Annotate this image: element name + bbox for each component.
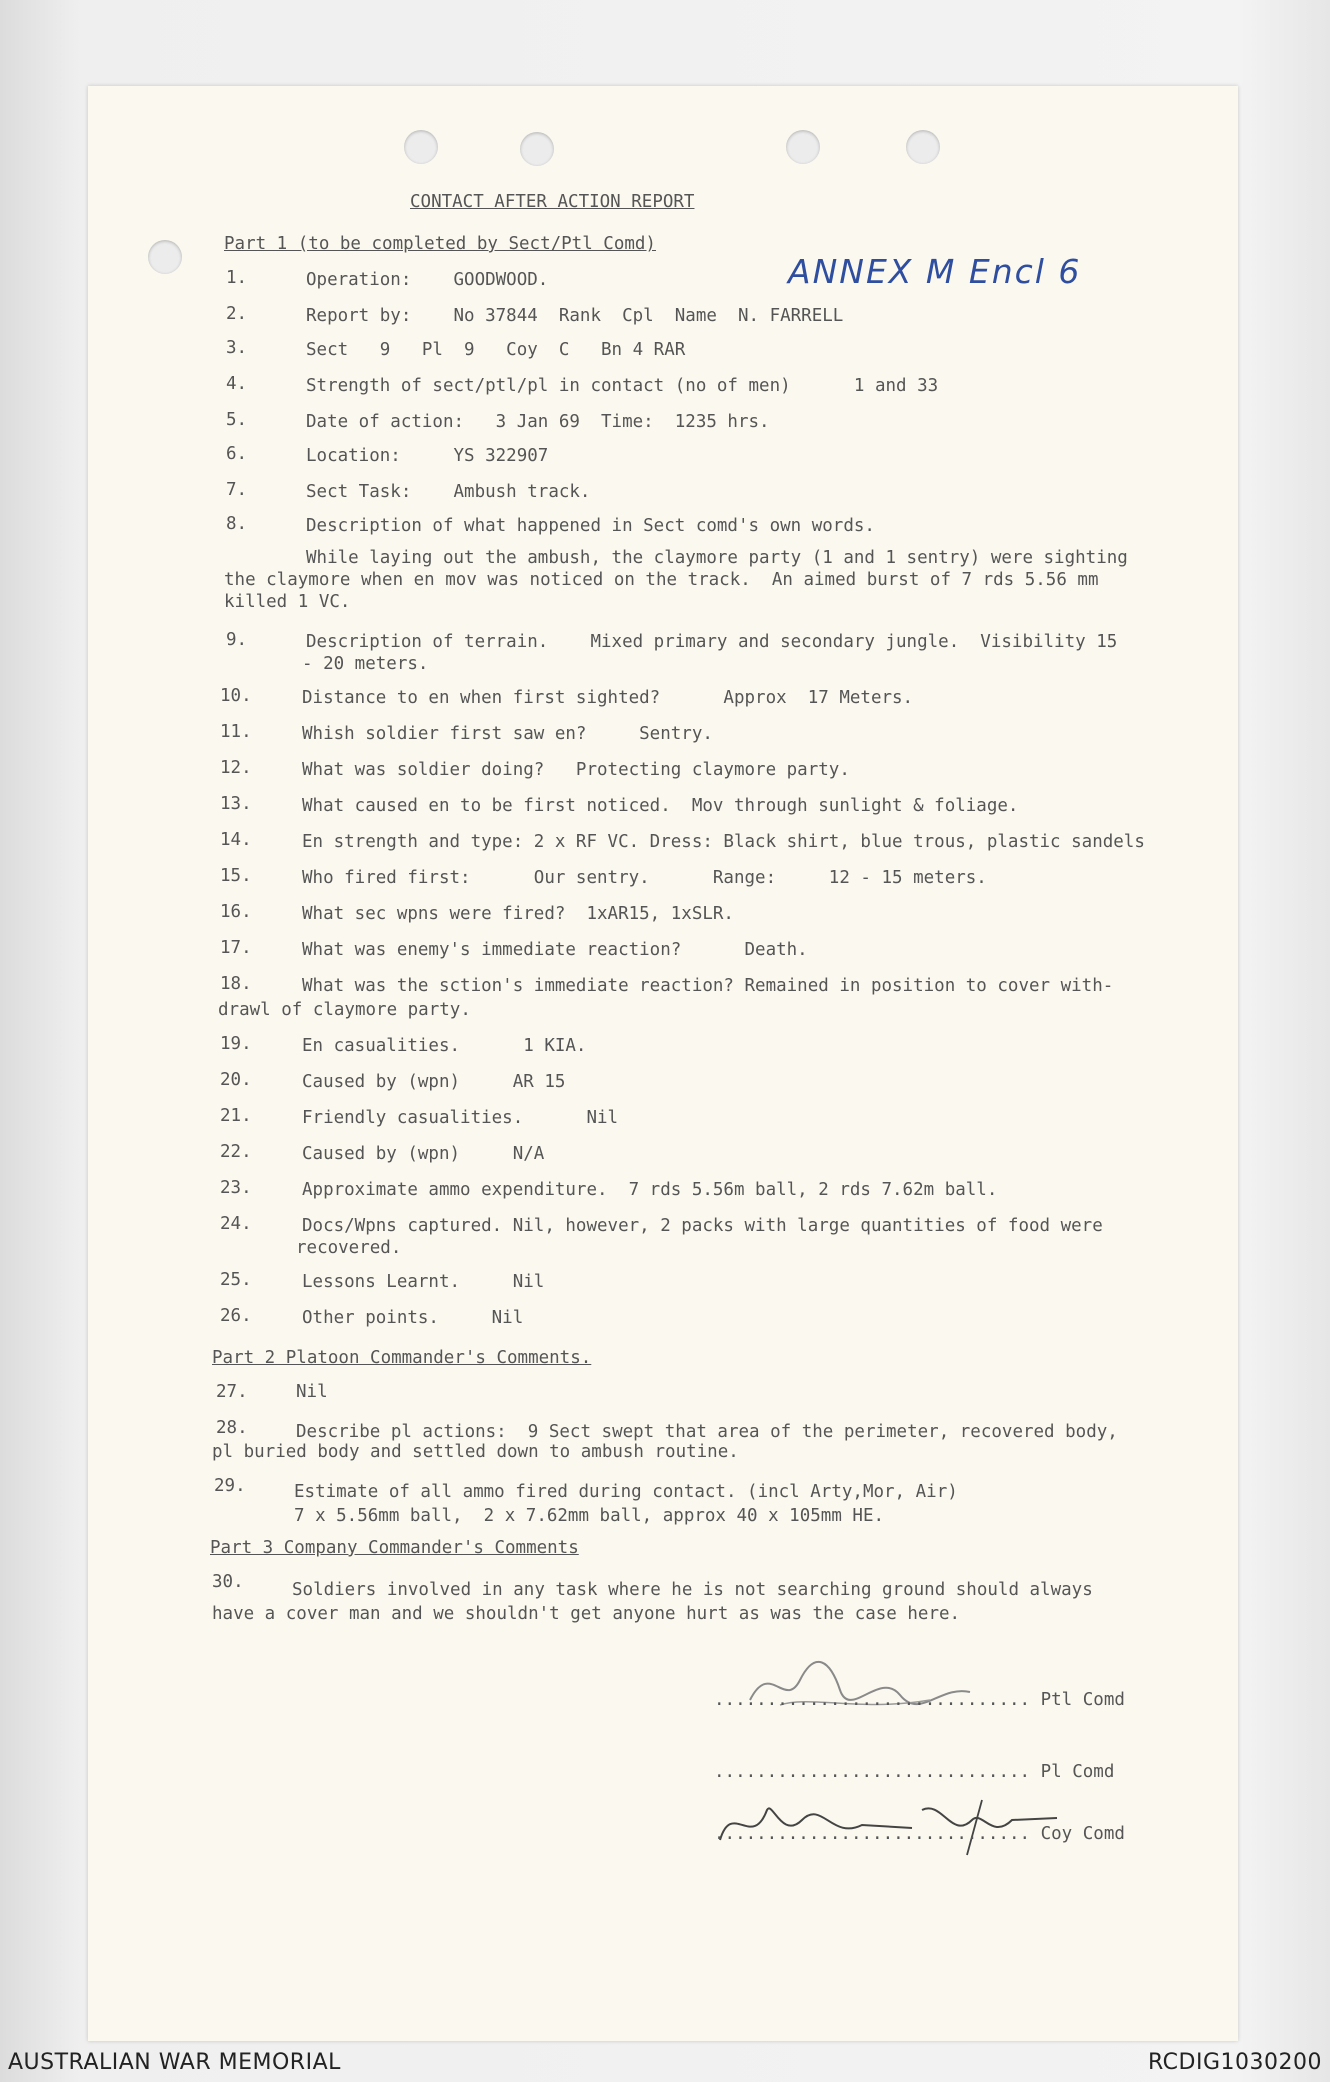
item-text: Caused by (wpn) N/A [302,1144,545,1164]
item-number: 21. [220,1106,252,1126]
item-number: 6. [226,444,248,464]
punch-hole [404,130,438,164]
item-text: Lessons Learnt. Nil [302,1272,545,1292]
item-text: Date of action: 3 Jan 69 Time: 1235 hrs. [306,412,770,432]
item-number: 5. [226,410,248,430]
footer-right: RCDIG1030200 [1147,2050,1322,2075]
item-text: Distance to en when first sighted? Approx 17 Meters. [302,688,914,708]
item-text-continued: killed 1 VC. [224,592,351,612]
part1-heading: Part 1 (to be completed by Sect/Ptl Comd) [224,234,656,254]
item-text: En strength and type: 2 x RF VC. Dress: Black shirt, blue trous, plastic sandels [302,832,1145,852]
item-number: 30. [212,1572,244,1592]
item-number: 22. [220,1142,252,1162]
part3-heading: Part 3 Company Commander's Comments [210,1538,579,1558]
item-number: 9. [226,630,248,650]
item-text: Sect 9 Pl 9 Coy C Bn 4 RAR [306,340,686,360]
item-text: What was soldier doing? Protecting claymore party. [302,760,850,780]
item-text: En casualities. 1 KIA. [302,1036,587,1056]
punch-hole [906,130,940,164]
item-number: 25. [220,1270,252,1290]
signature-line-coy-comd: .............................. Coy Comd [714,1824,1125,1844]
item-text-continued: pl buried body and settled down to ambush routine. [212,1442,739,1462]
item-number: 24. [220,1214,252,1234]
item-number: 8. [226,514,248,534]
item-text: Description of what happened in Sect comd's own words. [306,516,875,536]
item-text: Who fired first: Our sentry. Range: 12 - 15 meters. [302,868,987,888]
item-number: 7. [226,480,248,500]
footer-left: AUSTRALIAN WAR MEMORIAL [8,2050,341,2075]
item-number: 15. [220,866,252,886]
punch-hole [148,240,182,274]
item-text-continued: 7 x 5.56mm ball, 2 x 7.62mm ball, approx 40 x 105mm HE. [294,1506,885,1526]
item-text: Soldiers involved in any task where he is not searching ground should always [292,1580,1093,1600]
handwritten-annotation: ANNEX M Encl 6 [788,252,1082,291]
item-text: What caused en to be first noticed. Mov through sunlight & foliage. [302,796,1019,816]
item-text: Estimate of all ammo fired during contact. (incl Arty,Mor, Air) [294,1482,958,1502]
item-number: 14. [220,830,252,850]
item-number: 18. [220,974,252,994]
item-number: 3. [226,338,248,358]
item-text: Strength of sect/ptl/pl in contact (no of men) 1 and 33 [306,376,939,396]
item-number: 28. [216,1418,248,1438]
item-text: Other points. Nil [302,1308,524,1328]
item-number: 11. [220,722,252,742]
item-text: What was enemy's immediate reaction? Death. [302,940,808,960]
item-text-continued: have a cover man and we shouldn't get anyone hurt as was the case here. [212,1604,961,1624]
item-text: Operation: GOODWOOD. [306,270,549,290]
signature-line-pl-comd: .............................. Pl Comd [714,1762,1115,1782]
item-number: 10. [220,686,252,706]
item-text: Nil [296,1382,328,1402]
item-text: What was the sction's immediate reaction? Remained in position to cover with- [302,976,1114,996]
item-text: Report by: No 37844 Rank Cpl Name N. FARRELL [306,306,844,326]
item-number: 16. [220,902,252,922]
item-number: 27. [216,1382,248,1402]
item-text-continued: While laying out the ambush, the claymore party (1 and 1 sentry) were sighting [306,548,1128,568]
item-text: Description of terrain. Mixed primary and secondary jungle. Visibility 15 [306,632,1118,652]
item-text: Approximate ammo expenditure. 7 rds 5.56m ball, 2 rds 7.62m ball. [302,1180,998,1200]
item-number: 29. [214,1476,246,1496]
item-number: 20. [220,1070,252,1090]
signature-coy-comd [712,1780,1072,1860]
item-number: 26. [220,1306,252,1326]
item-number: 2. [226,304,248,324]
item-text-continued: recovered. [296,1238,402,1258]
item-text: Docs/Wpns captured. Nil, however, 2 packs with large quantities of food were [302,1216,1103,1236]
item-number: 13. [220,794,252,814]
part2-heading: Part 2 Platoon Commander's Comments. [212,1348,592,1368]
item-number: 1. [226,268,248,288]
report-title: CONTACT AFTER ACTION REPORT [410,192,695,212]
item-text: Friendly casualities. Nil [302,1108,619,1128]
item-text: Whish soldier first saw en? Sentry. [302,724,713,744]
item-text: Caused by (wpn) AR 15 [302,1072,566,1092]
item-text: Location: YS 322907 [306,446,549,466]
item-number: 19. [220,1034,252,1054]
item-number: 17. [220,938,252,958]
item-number: 12. [220,758,252,778]
item-text: Sect Task: Ambush track. [306,482,591,502]
punch-hole [520,132,554,166]
item-text-continued: the claymore when en mov was noticed on the track. An aimed burst of 7 rds 5.56 mm [224,570,1099,590]
item-text-continued: - 20 meters. [302,654,429,674]
punch-hole [786,130,820,164]
item-number: 23. [220,1178,252,1198]
item-number: 4. [226,374,248,394]
item-text: Describe pl actions: 9 Sect swept that area of the perimeter, recovered body, [296,1422,1118,1442]
item-text: What sec wpns were fired? 1xAR15, 1xSLR. [302,904,734,924]
signature-line-ptl-comd: .............................. Ptl Comd [714,1690,1125,1710]
item-text-continued: drawl of claymore party. [218,1000,471,1020]
